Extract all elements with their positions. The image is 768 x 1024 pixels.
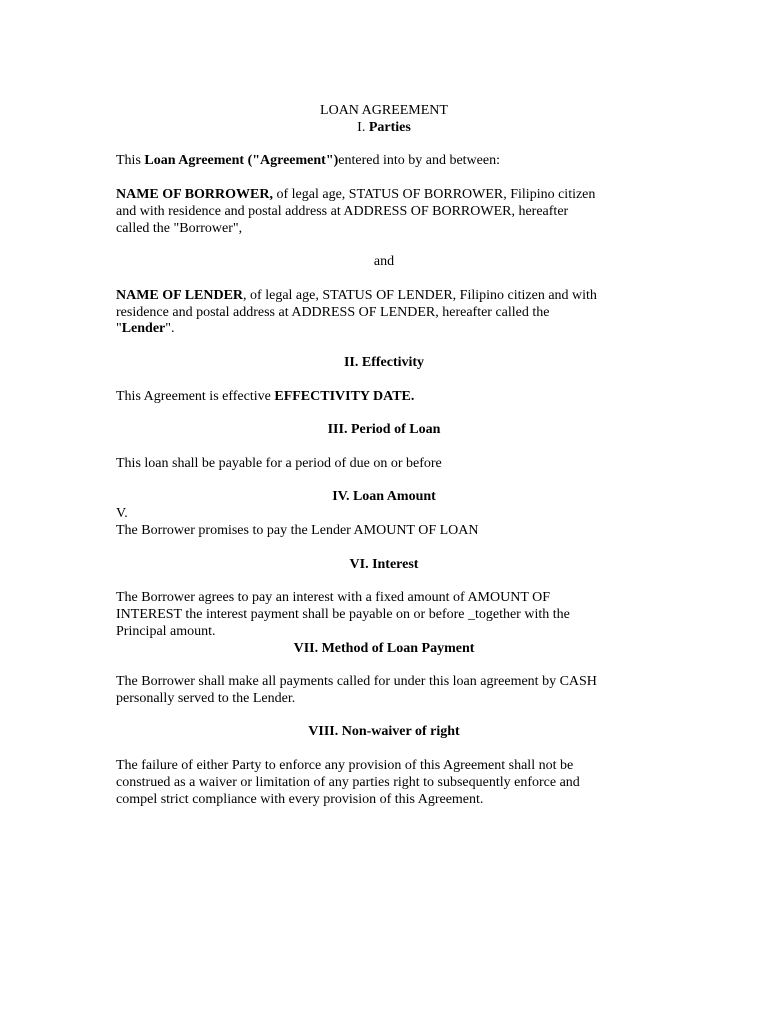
- effectivity-date: EFFECTIVITY DATE.: [274, 388, 415, 404]
- section-heading-period: [116, 422, 652, 439]
- section-title: VIII. Non-waiver of right: [308, 724, 460, 740]
- payment-line: personally served to the Lender.: [116, 690, 296, 706]
- non-waiver-line: compel strict compliance with every provision of this Agreement.: [116, 791, 484, 807]
- document-page: [116, 103, 652, 808]
- effectivity-text: This Agreement is effective: [116, 388, 275, 404]
- borrower-paragraph: [116, 187, 652, 237]
- lender-text: , of legal age, STATUS OF LENDER, Filipino citizen and with: [243, 287, 597, 303]
- non-waiver-line: construed as a waiver or limitation of any parties right to subsequently enforce and: [116, 774, 580, 790]
- lender-line: residence and postal address at ADDRESS OF LENDER, hereafter called the: [116, 304, 550, 320]
- section-title: VII. Method of Loan Payment: [293, 640, 475, 656]
- non-waiver-line: The failure of either Party to enforce any provision of this Agreement shall not be: [116, 758, 574, 774]
- non-waiver-paragraph: [116, 758, 652, 808]
- lender-name: NAME OF LENDER: [116, 287, 244, 303]
- borrower-line: called the "Borrower",: [116, 220, 243, 236]
- borrower-text: of legal age, STATUS OF BORROWER, Filipino citizen: [272, 186, 596, 202]
- section-heading-loan-amount: [116, 489, 652, 506]
- section-heading-interest: [116, 557, 652, 574]
- and-connector: and: [373, 254, 395, 270]
- interest-paragraph: [116, 590, 652, 640]
- borrower-name: NAME OF BORROWER,: [116, 186, 273, 202]
- intro-bold: Loan Agreement ("Agreement"): [144, 153, 339, 169]
- section-title: Parties: [368, 119, 411, 135]
- interest-line: Principal amount.: [116, 623, 216, 639]
- section-title: III. Period of Loan: [327, 422, 441, 438]
- section-heading-payment-method: [116, 641, 652, 658]
- section-marker: V.: [116, 506, 128, 522]
- intro-text: This: [116, 153, 145, 169]
- section-number: I.: [357, 119, 369, 135]
- section-title: VI. Interest: [349, 556, 419, 572]
- interest-line: INTEREST the interest payment shall be payable on or before _together with the: [116, 606, 570, 622]
- lender-label: Lender: [121, 321, 166, 337]
- lender-line: [116, 288, 652, 305]
- period-paragraph: This loan shall be payable for a period of due on or before: [116, 455, 442, 471]
- payment-method-paragraph: [116, 674, 652, 708]
- document-title: LOAN AGREEMENT: [320, 103, 448, 118]
- intro-text-end: entered into by and between:: [338, 153, 500, 169]
- section-title: II. Effectivity: [343, 354, 425, 370]
- section-heading-effectivity: [116, 355, 652, 372]
- intro-paragraph: [116, 153, 652, 170]
- quote-mark: ".: [165, 321, 175, 337]
- payment-line: The Borrower shall make all payments called for under this loan agreement by CASH: [116, 674, 597, 690]
- lender-line: [116, 321, 652, 338]
- section-heading-parties: [116, 120, 652, 137]
- quote-mark: ": [116, 321, 122, 337]
- loan-amount-paragraph: The Borrower promises to pay the Lender AMOUNT OF LOAN: [116, 522, 479, 538]
- effectivity-paragraph: [116, 389, 652, 406]
- borrower-line: and with residence and postal address at ADDRESS OF BORROWER, hereafter: [116, 203, 569, 219]
- borrower-line: [116, 187, 652, 204]
- interest-line: The Borrower agrees to pay an interest with a fixed amount of AMOUNT OF: [116, 590, 551, 606]
- section-title: IV. Loan Amount: [332, 489, 436, 505]
- section-heading-non-waiver: [116, 724, 652, 741]
- lender-paragraph: [116, 288, 652, 338]
